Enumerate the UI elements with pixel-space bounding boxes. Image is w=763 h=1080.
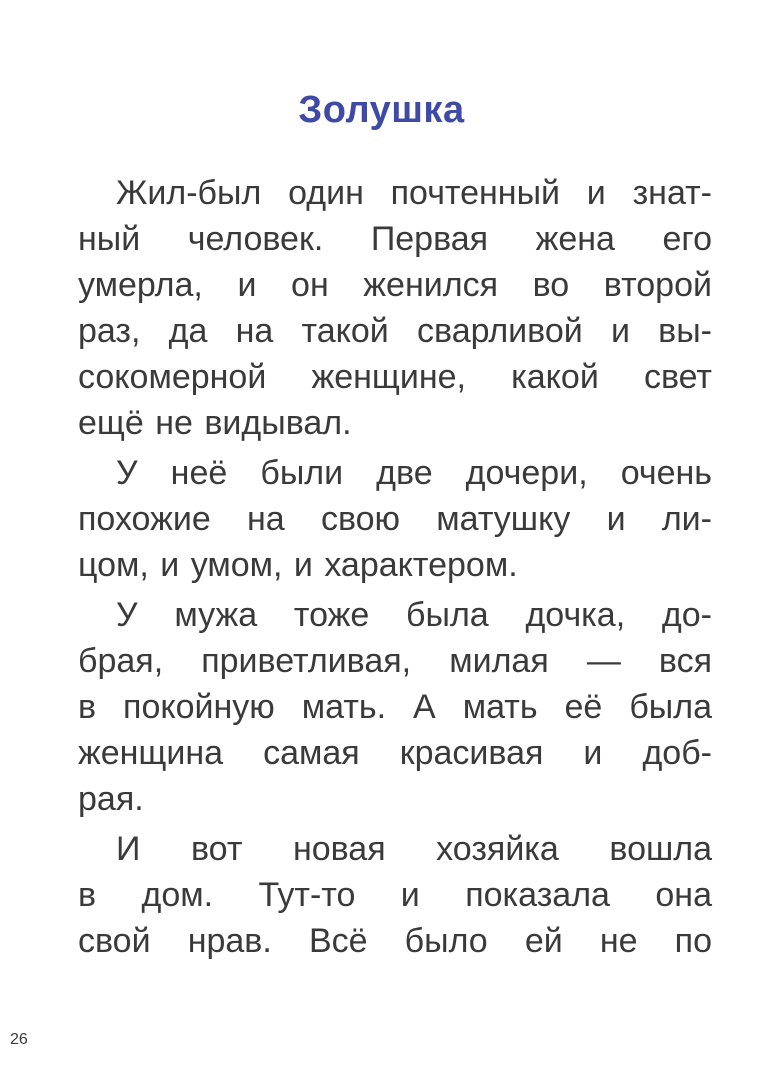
text-line: в дом. Тут-то и показала она — [78, 876, 712, 914]
text-line: рая. — [78, 780, 144, 818]
story-text — [78, 170, 712, 968]
text-line: раз, да на такой сварливой и вы- — [78, 312, 712, 350]
text-line: У мужа тоже была дочка, до- — [116, 596, 712, 634]
text-line: сокомерной женщине, какой свет — [78, 358, 712, 396]
text-line: ный человек. Первая жена его — [78, 220, 712, 258]
paragraph-2 — [78, 450, 712, 588]
text-line: У неё были две дочери, очень — [116, 454, 712, 492]
text-line: цом, и умом, и характером. — [78, 546, 518, 584]
paragraph-1 — [78, 170, 712, 446]
page-number: 26 — [10, 1031, 28, 1048]
paragraph-3 — [78, 592, 712, 822]
text-line: в покойную мать. А мать её была — [78, 688, 712, 726]
text-line: ещё не видывал. — [78, 404, 352, 442]
text-line: свой нрав. Всё было ей не по — [78, 922, 712, 960]
text-line: Жил-был один почтенный и знат- — [116, 174, 712, 212]
paragraph-4 — [78, 826, 712, 964]
text-line: брая, приветливая, милая — вся — [78, 642, 712, 680]
text-line: женщина самая красивая и доб- — [78, 734, 712, 772]
text-line: похожие на свою матушку и ли- — [78, 500, 712, 538]
story-title: Золушка — [298, 89, 465, 131]
text-line: И вот новая хозяйка вошла — [116, 830, 712, 868]
text-line: умерла, и он женился во второй — [78, 266, 712, 304]
